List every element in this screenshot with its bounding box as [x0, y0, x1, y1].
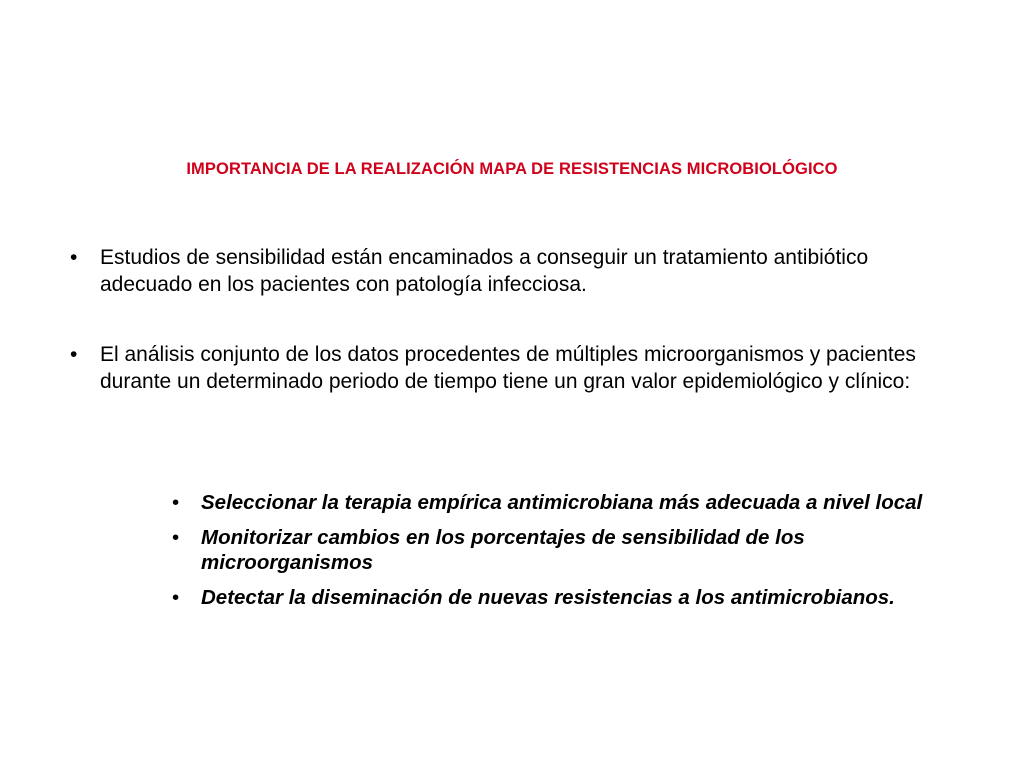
bullet-dot-icon: • [172, 491, 180, 514]
bullet-dot-icon: • [172, 586, 180, 609]
sub-bullet-item [172, 525, 972, 575]
bullet-text: El análisis conjunto de los datos procedentes de múltiples microorganismos y pacientes durante un determinado periodo de tiempo tiene un gran valor epidemiológico y clínico: [100, 343, 916, 393]
sub-bullet-text: Seleccionar la terapia empírica antimicrobiana más adecuada a nivel local [201, 491, 923, 514]
bullet-item [70, 341, 950, 395]
bullet-dot-icon: • [172, 526, 180, 549]
bullet-dot-icon: • [70, 246, 78, 269]
sub-bullet-text: Detectar la diseminación de nuevas resistencias a los antimicrobianos. [201, 586, 895, 609]
sub-bullet-item [172, 490, 972, 515]
slide-title: IMPORTANCIA DE LA REALIZACIÓN MAPA DE RESISTENCIAS MICROBIOLÓGICO [186, 160, 838, 178]
bullet-item [70, 244, 950, 298]
bullet-text: Estudios de sensibilidad están encaminados a conseguir un tratamiento antibiótico adecuado en los pacientes con patología infecciosa. [100, 246, 869, 296]
sub-bullet-text: Monitorizar cambios en los porcentajes de sensibilidad de los microorganismos [201, 526, 805, 574]
sub-bullet-item [172, 585, 972, 610]
bullet-dot-icon: • [70, 343, 78, 366]
main-bullet-list [70, 244, 950, 395]
sub-bullet-list [172, 490, 972, 620]
